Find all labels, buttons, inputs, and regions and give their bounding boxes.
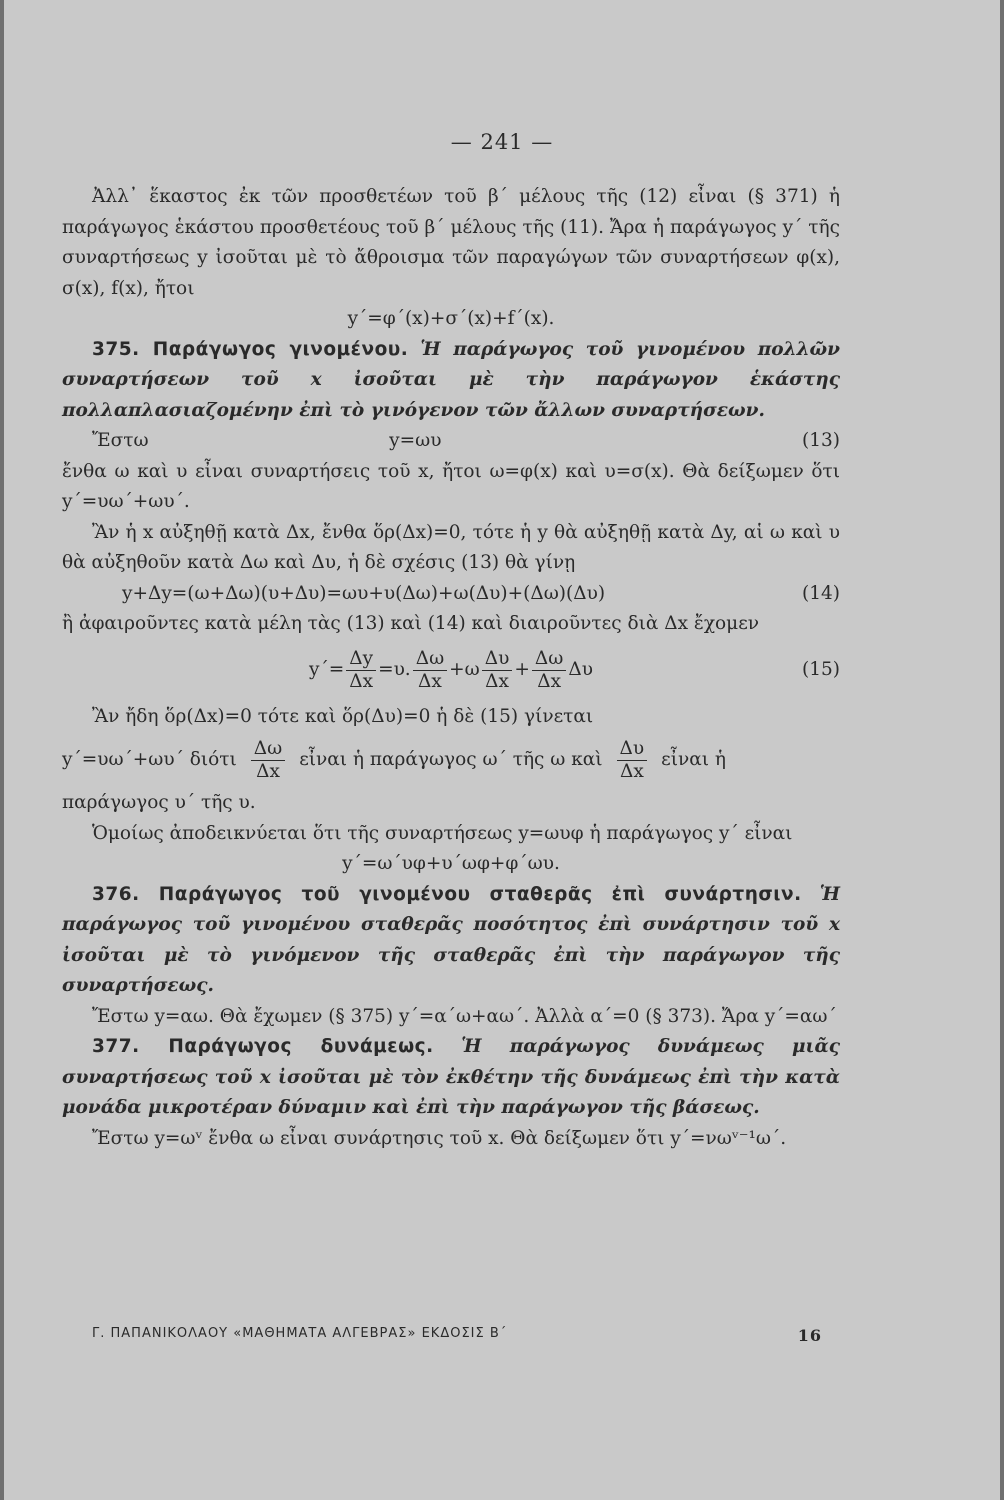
paragraph-similarly: Ὁμοίως ἀποδεικνύεται ὅτι τῆς συναρτήσεως y=ωυφ ἡ παράγωγος y΄ εἶναι	[92, 822, 793, 844]
equation-14: y+Δy=(ω+Δω)(υ+Δυ)=ωυ+υ(Δω)+ω(Δυ)+(Δω)(Δυ)	[122, 582, 606, 604]
eq15-term: +ω	[449, 659, 480, 681]
eq15-term: Δυ	[568, 659, 593, 681]
footer-book-title: Γ. ΠΑΠΑΝΙΚΟΛΑΟΥ «ΜΑΘΗΜΑΤΑ ΑΛΓΕΒΡΑΣ» ΕΚΔΟΣΙΣ Β΄	[92, 1326, 508, 1341]
equation-sum-derivative: y΄=φ΄(x)+σ΄(x)+f΄(x).	[347, 308, 555, 329]
section-377-theorem: Ἡ παράγωγος δυνάμεως μιᾶς συναρτήσεως τοῦ x ἰσοῦται μὲ τὸν ἐκθέτην τῆς δυνάμεως ἐπὶ τὴν κατὰ μονάδα μικροτέραν δύναμιν καὶ ἐπὶ τὴν παράγωγον τῆς βάσεως.	[62, 1036, 840, 1118]
because-start: y΄=υω΄+ωυ΄ διότι	[62, 748, 237, 770]
paragraph-power-proof: Ἔστω y=ωᵛ ἔνθα ω εἶναι συνάρτησις τοῦ x. Θὰ δείξωμεν ὅτι y΄=νωᵛ⁻¹ω΄.	[92, 1127, 787, 1149]
page-content	[62, 182, 840, 1154]
paragraph-derivative-u: παράγωγος υ΄ τῆς υ.	[62, 792, 256, 813]
section-375	[62, 335, 840, 427]
fraction-du-dx: $\frac{\Delta\upsilon}{\Delta x}$	[617, 738, 648, 783]
paragraph-limit: Ἂν ἤδη ὅρ(Δx)=0 τότε καὶ ὅρ(Δυ)=0 ἡ δὲ (15) γίνεται	[92, 705, 594, 727]
eq15-fraction-dy-dx: $\frac{\Delta y}{\Delta x}$	[346, 648, 376, 693]
section-376	[62, 880, 840, 1002]
eq15-fraction-du-dx: $\frac{\Delta\upsilon}{\Delta x}$	[482, 648, 513, 693]
eq15-fraction-dw-dx-2: $\frac{\Delta\omega}{\Delta x}$	[532, 648, 566, 693]
footer-signature-number: 16	[797, 1326, 822, 1345]
page-footer	[92, 1326, 822, 1345]
paragraph-where: ἔνθα ω καὶ υ εἶναι συναρτήσεις τοῦ x, ἤτοι ω=φ(x) καὶ υ=σ(x). Θὰ δείξωμεν ὅτι y΄=υω΄+ωυ΄.	[62, 460, 840, 512]
equation-13-row	[62, 426, 840, 457]
paragraph-subtract: ἢ ἀφαιροῦντες κατὰ μέλη τὰς (13) καὶ (14) καὶ διαιροῦντες διὰ Δx ἔχομεν	[62, 613, 760, 634]
equation-15-label: (15)	[802, 659, 840, 681]
section-375-theorem: Ἡ παράγωγος τοῦ γινομένου πολλῶν συναρτήσεων τοῦ x ἰσοῦται μὲ τὴν παράγωγον ἑκάστης πολλαπλασιαζομένην ἐπὶ τὸ γινόγενον τῶν ἄλλων συναρτήσεων.	[62, 338, 840, 421]
eq15-fraction-dw-dx: $\frac{\Delta\omega}{\Delta x}$	[413, 648, 447, 693]
book-page	[4, 0, 1000, 1500]
eq15-term: +	[514, 659, 530, 681]
equation-13: y=ωυ	[389, 430, 442, 451]
equation-triple-product: y΄=ω΄υφ+υ΄ωφ+φ΄ωυ.	[342, 853, 560, 874]
because-middle: εἶναι ἡ παράγωγος ω΄ τῆς ω καὶ	[299, 748, 603, 770]
section-376-heading: 376. Παράγωγος τοῦ γινομένου σταθερᾶς ἐπὶ συνάρτησιν.	[92, 883, 802, 905]
section-377	[62, 1032, 840, 1124]
equation-14-label: (14)	[802, 582, 840, 604]
paragraph-because	[62, 732, 840, 788]
paragraph-increment: Ἂν ἡ x αὐξηθῇ κατὰ Δx, ἔνθα ὅρ(Δx)=0, τότε ἡ y θὰ αὐξηθῇ κατὰ Δy, αἱ ω καὶ υ θὰ αὐξηθοῦν κατὰ Δω καὶ Δυ, ἡ δὲ σχέσις (13) θὰ γίνῃ	[62, 521, 840, 573]
page-number: — 241 —	[450, 130, 554, 154]
paragraph-constant-proof: Ἔστω y=αω. Θὰ ἔχωμεν (§ 375) y΄=α΄ω+αω΄. Ἀλλὰ α΄=0 (§ 373). Ἄρα y΄=αω΄	[92, 1005, 837, 1027]
section-377-heading: 377. Παράγωγος δυνάμεως.	[92, 1036, 434, 1057]
because-end: εἶναι ἡ	[661, 748, 726, 770]
equation-14-row	[62, 579, 840, 610]
section-376-theorem: Ἡ παράγωγος τοῦ γινομένου σταθερᾶς ποσότητος ἐπὶ συνάρτησιν τοῦ x ἰσοῦται μὲ τὸ γινόμενον τῆς σταθερᾶς ἐπὶ τὴν παράγωγον τῆς συναρτήσεως.	[62, 883, 840, 996]
fraction-dw-dx: $\frac{\Delta\omega}{\Delta x}$	[251, 738, 285, 783]
section-375-heading: 375. Παράγωγος γινομένου.	[92, 338, 409, 360]
eq15-term: =υ.	[378, 659, 411, 681]
eq15-lhs: y΄=	[309, 659, 345, 681]
paragraph-intro: Ἀλλ᾽ ἕκαστος ἐκ τῶν προσθετέων τοῦ β΄ μέλους τῆς (12) εἶναι (§ 371) ἡ παράγωγος ἑκάστου προσθετέους τοῦ β΄ μέλους τῆς (11). Ἄρα ἡ παράγωγος y΄ τῆς συναρτήσεως y ἰσοῦται μὲ τὸ ἄθροισμα τῶν παραγώγων τῶν συναρτήσεων φ(x), σ(x), f(x), ἤτοι	[62, 186, 840, 299]
esto-word: Ἔστω	[92, 430, 149, 451]
equation-15	[62, 640, 840, 702]
equation-13-label: (13)	[802, 430, 840, 451]
